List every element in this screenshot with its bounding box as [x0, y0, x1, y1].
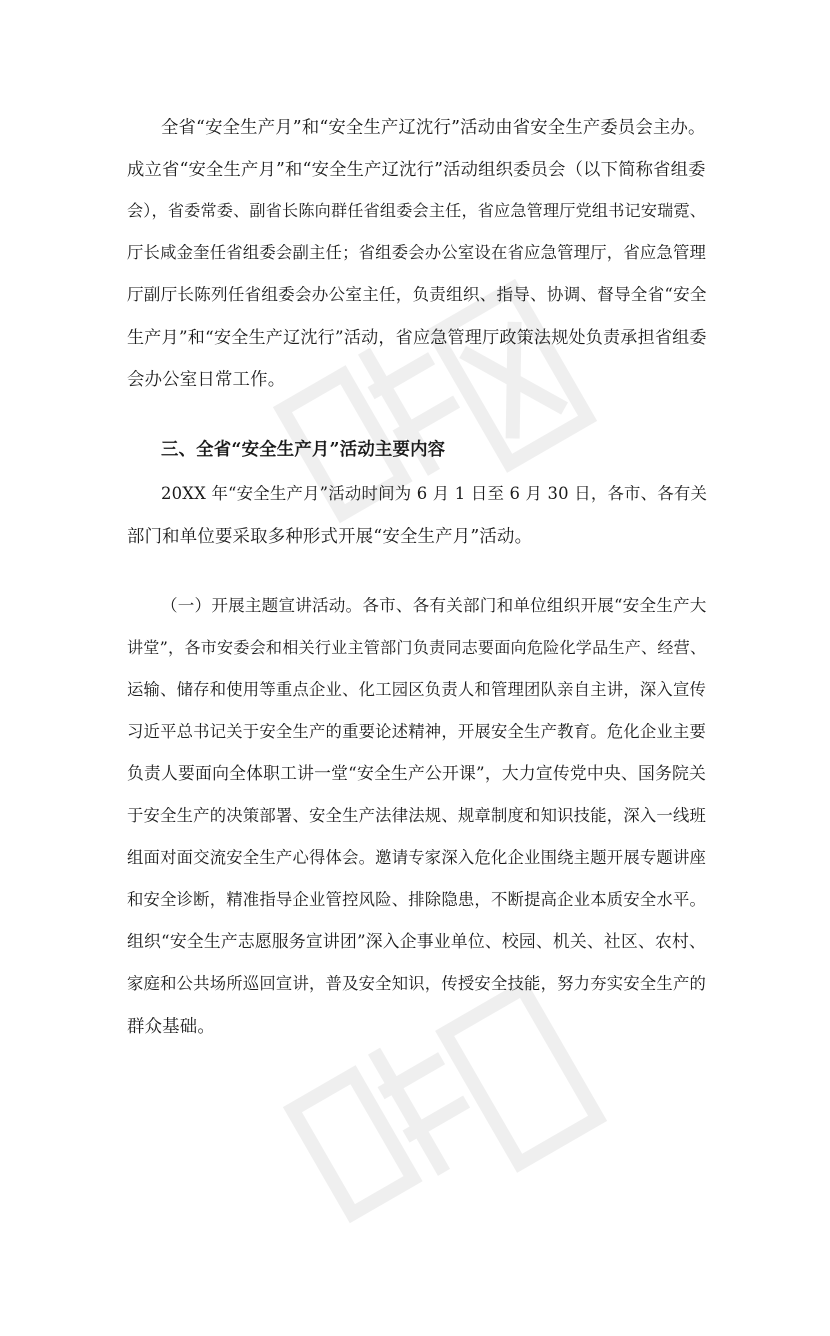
- item-1-line-5: 负责人要面向全体职工讲一堂“安全生产公开课”，大力宣传党中央、国务院关: [127, 763, 707, 783]
- item-1-line-10: 家庭和公共场所巡回宣讲，普及安全知识，传授安全技能，努力夯实安全生产的: [127, 974, 707, 993]
- item-1-line-2: 讲堂”，各市安委会和相关行业主管部门负责同志要面向危险化学品生产、经营、: [127, 638, 707, 657]
- section-3-heading: 三、全省“安全生产月”活动主要内容: [161, 440, 446, 460]
- item-1-line-8: 和安全诊断，精准指导企业管控风险、排除隐患，不断提高企业本质安全水平。: [127, 890, 707, 909]
- item-1-line-6: 于安全生产的决策部署、安全生产法律法规、规章制度和知识技能，深入一线班: [127, 806, 707, 825]
- section-2-line-3: 会），省委常委、副省长陈向群任省组委会主任，省应急管理厅党组书记安瑞霓、: [127, 201, 707, 220]
- section-2-line-6: 生产月”和“安全生产辽沈行”活动，省应急管理厅政策法规处负责承担省组委: [127, 328, 707, 348]
- section-2-line-2: 成立省“安全生产月”和“安全生产辽沈行”活动组织委员会（以下简称省组委: [127, 160, 706, 180]
- section-3-intro-line-1: 20XX 年“安全生产月”活动时间为 6 月 1 日至 6 月 30 日，各市、各有关: [161, 484, 708, 503]
- item-1-line-1: （一）开展主题宣讲活动。各市、各有关部门和单位组织开展“安全生产大: [161, 596, 707, 615]
- section-2-line-1: 全省“安全生产月”和“安全生产辽沈行”活动由省安全生产委员会主办。: [161, 118, 706, 138]
- watermark-seal-graphic-bottom: [260, 944, 660, 1336]
- item-1-line-3: 运输、储存和使用等重点企业、化工园区负责人和管理团队亲自主讲，深入宣传: [127, 680, 707, 699]
- item-1-line-11: 群众基础。: [127, 1017, 215, 1037]
- section-3-intro-line-2: 部门和单位要采取多种形式开展“安全生产月”活动。: [127, 527, 533, 547]
- item-1-line-7: 组面对面交流安全生产心得体会。邀请专家深入危化企业围绕主题开展专题讲座: [127, 848, 707, 867]
- section-2-line-5: 厅副厅长陈列任省组委会办公室主任，负责组织、指导、协调、督导全省“安全: [127, 285, 707, 304]
- section-2-line-7: 会办公室日常工作。: [127, 370, 286, 390]
- item-1-line-9: 组织“安全生产志愿服务宣讲团”深入企事业单位、校园、机关、社区、农村、: [127, 931, 707, 951]
- section-2-line-4: 厅长咸金奎任省组委会副主任；省组委会办公室设在省应急管理厅，省应急管理: [127, 243, 707, 262]
- item-1-line-4: 习近平总书记关于安全生产的重要论述精神，开展安全生产教育。危化企业主要: [127, 722, 707, 741]
